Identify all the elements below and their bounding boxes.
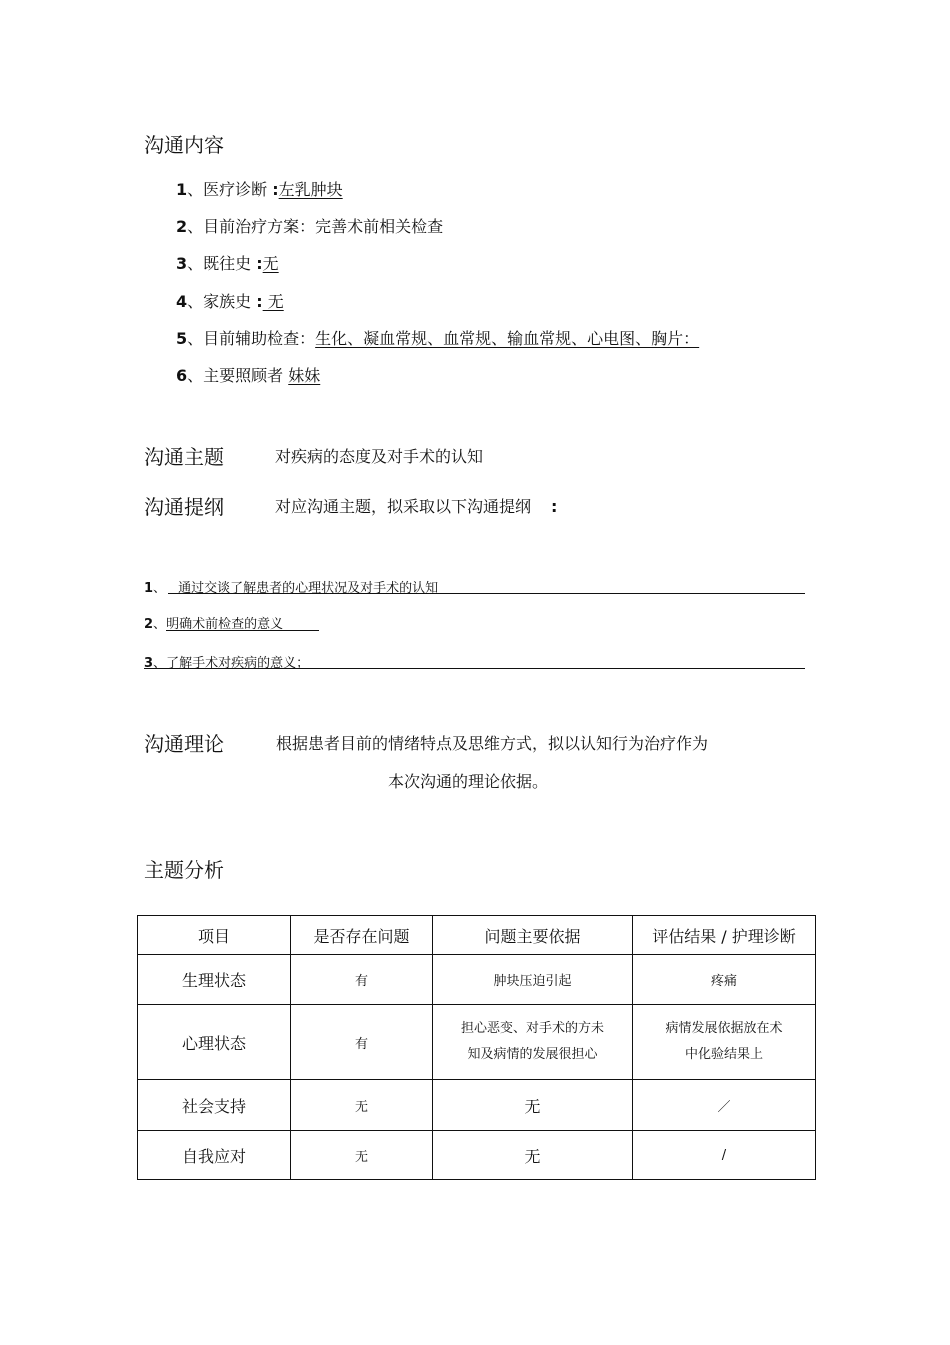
section-title-outline: 沟通提纲 bbox=[144, 495, 224, 519]
outline-underline-2 bbox=[166, 630, 319, 631]
item-label: 、既往史 bbox=[187, 254, 257, 273]
outline-item-text: 明确术前检查的意义 bbox=[166, 617, 284, 632]
content-item-3 bbox=[176, 251, 279, 274]
item-value: 无 bbox=[262, 254, 279, 273]
outline-underline-3 bbox=[144, 668, 805, 669]
item-label: 、目前治疗方案：完善术前相关检查 bbox=[187, 217, 444, 236]
item-colon: : bbox=[272, 180, 279, 199]
table-row bbox=[138, 1131, 816, 1180]
table-header-cell: 是否存在问题 bbox=[291, 916, 433, 955]
content-item-1 bbox=[176, 177, 343, 200]
item-number: 5 bbox=[176, 329, 188, 348]
section-title-content: 沟通内容 bbox=[144, 133, 224, 157]
item-label: 、医疗诊断 bbox=[187, 180, 273, 199]
table-cell: 心理状态 bbox=[138, 1005, 291, 1080]
outline-sep: 、 bbox=[153, 617, 167, 632]
table-header-row bbox=[138, 916, 816, 955]
table-cell: 担心恶变、对手术的方未 知及病情的发展很担心 bbox=[433, 1005, 633, 1080]
theory-line-1: 根据患者目前的情绪特点及思维方式，拟以认知行为治疗作为 bbox=[276, 734, 709, 753]
item-colon: : bbox=[256, 254, 263, 273]
table-row bbox=[138, 955, 816, 1005]
outline-item-text: 通过交谈了解患者的心理状况及对手术的认知 bbox=[178, 581, 439, 596]
item-value: 生化、凝血常规、血常规、输血常规、心电图、胸片： bbox=[315, 329, 700, 348]
table-cell: 病情发展依据放在术 中化验结果上 bbox=[633, 1005, 816, 1080]
item-label: 、家族史 bbox=[187, 292, 257, 311]
outline-intro: 对应沟通主题，拟采取以下沟通提纲 bbox=[275, 497, 532, 516]
item-label: 、主要照顾者 bbox=[187, 366, 289, 385]
table-cell: 无 bbox=[433, 1080, 633, 1131]
item-value: 左乳肿块 bbox=[278, 180, 343, 199]
item-number: 6 bbox=[176, 366, 188, 385]
table-row bbox=[138, 1080, 816, 1131]
table-cell: 有 bbox=[291, 1005, 433, 1080]
item-value: 无 bbox=[262, 292, 284, 311]
theme-text: 对疾病的态度及对手术的认知 bbox=[275, 447, 484, 466]
content-item-5 bbox=[176, 326, 699, 349]
table-header-cell: 评估结果 / 护理诊断 bbox=[633, 916, 816, 955]
content-item-4 bbox=[176, 289, 284, 312]
table-cell: 有 bbox=[291, 955, 433, 1005]
item-label: 、目前辅助检查： bbox=[187, 329, 316, 348]
outline-sep: 、 bbox=[153, 581, 167, 596]
outline-number: 1 bbox=[144, 581, 154, 596]
section-title-analysis: 主题分析 bbox=[144, 858, 224, 882]
theory-line-2: 本次沟通的理论依据。 bbox=[388, 772, 549, 791]
section-title-theory: 沟通理论 bbox=[144, 732, 224, 756]
item-number: 3 bbox=[176, 254, 188, 273]
table-cell: 疼痛 bbox=[633, 955, 816, 1005]
section-title-theme: 沟通主题 bbox=[144, 445, 224, 469]
table-cell: 无 bbox=[433, 1131, 633, 1180]
item-number: 1 bbox=[176, 180, 188, 199]
table-row bbox=[138, 1005, 816, 1080]
outline-number: 2 bbox=[144, 617, 154, 632]
table-cell: 生理状态 bbox=[138, 955, 291, 1005]
outline-underline-1 bbox=[168, 593, 805, 594]
table-cell: / bbox=[633, 1131, 816, 1180]
item-colon: : bbox=[256, 292, 263, 311]
table-cell: 社会支持 bbox=[138, 1080, 291, 1131]
table-cell: ／ bbox=[633, 1080, 816, 1131]
outline-sep: 、 bbox=[153, 656, 167, 671]
table-header-cell: 项目 bbox=[138, 916, 291, 955]
table-cell: 无 bbox=[291, 1080, 433, 1131]
table-cell: 肿块压迫引起 bbox=[433, 955, 633, 1005]
table-cell: 无 bbox=[291, 1131, 433, 1180]
analysis-table bbox=[137, 915, 816, 1180]
content-item-2 bbox=[176, 214, 443, 237]
table-cell: 自我应对 bbox=[138, 1131, 291, 1180]
item-value: 妹妹 bbox=[288, 366, 321, 385]
item-number: 4 bbox=[176, 292, 188, 311]
outline-number: 3 bbox=[144, 656, 154, 671]
outline-colon: : bbox=[551, 497, 558, 516]
outline-item-text: 了解手术对疾病的意义； bbox=[166, 656, 310, 671]
outline-text bbox=[275, 494, 557, 517]
item-number: 2 bbox=[176, 217, 188, 236]
content-item-6 bbox=[176, 363, 320, 386]
table-header-cell: 问题主要依据 bbox=[433, 916, 633, 955]
